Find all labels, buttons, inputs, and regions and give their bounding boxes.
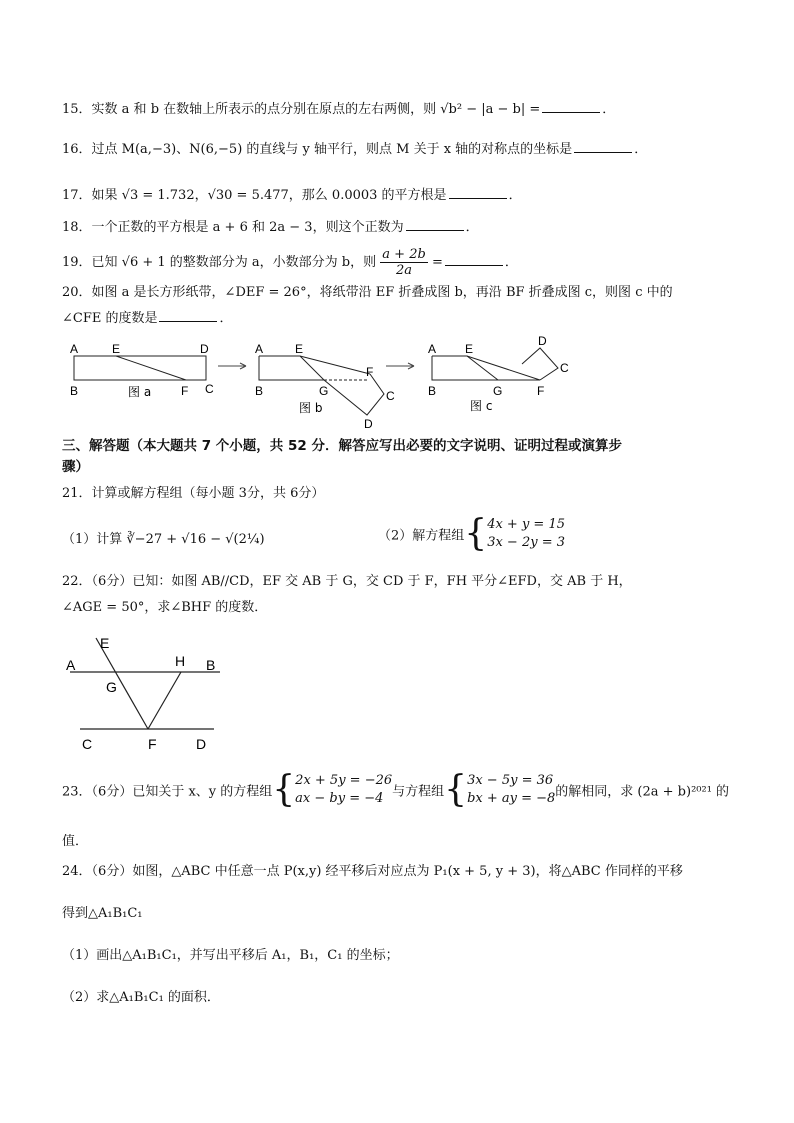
answer-blank	[445, 251, 503, 266]
point-label: D	[364, 417, 373, 431]
point-label: F	[366, 365, 374, 379]
point-label: E	[112, 342, 121, 356]
question-19: 19．已知 √6 + 1 的整数部分为 a，小数部分为 b，则 $\frac{a + 2b}{2a}$ = ．	[62, 247, 518, 278]
question-16-text: 16．过点 M(a,−3)、N(6,−5) 的直线与 y 轴平行，则点 M 关于 x 轴的对称点的坐标是	[62, 142, 573, 157]
answer-blank	[406, 216, 464, 231]
section-header-line2: 骤）	[62, 459, 89, 475]
fraction-numerator: a + 2b	[382, 247, 426, 262]
equation: 4x + y = 15	[487, 517, 565, 532]
line-ef	[96, 638, 148, 729]
question-23-tail: 值．	[62, 834, 89, 849]
question-22-line1	[62, 572, 632, 592]
question-24-part1	[62, 946, 399, 966]
fold-line	[467, 356, 498, 380]
point-label: A	[255, 342, 264, 356]
arrow-b-to-c	[386, 363, 414, 369]
question-22-text: 22．（6分）已知：如图 AB//CD，EF 交 AB 于 G，交 CD 于 F，FH 平分∠EFD，交 AB 于 H，	[62, 574, 632, 589]
question-21-text: 21．计算或解方程组（每小题 3分，共 6分）	[62, 486, 325, 501]
question-24-text: 24．（6分）如图，△ABC 中任意一点 P(x,y) 经平移后对应点为 P₁(x + 5, y + 3)，将△ABC 作同样的平移	[62, 864, 683, 879]
question-24-part2-text: （2）求△A₁B₁C₁ 的面积．	[62, 990, 220, 1005]
equation-system	[295, 772, 392, 808]
point-label: A	[428, 342, 437, 356]
question-17: 17．如果 √3 = 1.732，√30 = 5.477，那么 0.0003 的平方根是 ．	[62, 184, 522, 206]
point-label: B	[206, 657, 216, 673]
strip-top-edge	[259, 356, 370, 374]
point-label: D	[200, 342, 209, 356]
equation: 3x − 5y = 36	[467, 773, 554, 788]
section-header	[62, 436, 752, 478]
question-23-mid: 与方程组	[392, 784, 445, 800]
figure-20a	[70, 342, 214, 399]
point-label: G	[106, 679, 117, 695]
question-15-text: 15．实数 a 和 b 在数轴上所表示的点分别在原点的左右两侧，则 √b² − |a − b| =	[62, 102, 541, 117]
question-24-text2: 得到△A₁B₁C₁	[62, 906, 143, 921]
question-16: 16．过点 M(a,−3)、N(6,−5) 的直线与 y 轴平行，则点 M 关于 x 轴的对称点的坐标是 ．	[62, 138, 647, 160]
question-24-part1-text: （1）画出△A₁B₁C₁，并写出平移后 A₁，B₁，C₁ 的坐标；	[62, 948, 399, 963]
question-23-line1	[62, 769, 730, 810]
equation: ax − by = −4	[295, 791, 384, 806]
question-21-part1-text: （1）计算 ∛−27 + √16 − √(2¼)	[62, 532, 265, 547]
point-label: C	[560, 361, 569, 375]
paper-strip-rect	[74, 356, 206, 380]
line-fh	[148, 672, 181, 729]
strip-bottom	[432, 356, 540, 380]
equation: 2x + 5y = −26	[295, 773, 393, 788]
question-18: 18．一个正数的平方根是 a + 6 和 2a − 3，则这个正数为 ．	[62, 216, 479, 238]
point-label: B	[70, 384, 79, 398]
equation-system	[487, 516, 565, 552]
figure-caption: 图 b	[299, 401, 323, 415]
figure-caption: 图 c	[470, 399, 493, 413]
question-19-text: 19．已知 √6 + 1 的整数部分为 a，小数部分为 b，则	[62, 255, 377, 270]
equals-sign: =	[431, 255, 443, 270]
question-15: 15．实数 a 和 b 在数轴上所表示的点分别在原点的左右两侧，则 √b² − |a − b| = ．	[62, 98, 615, 120]
question-24-part2	[62, 988, 220, 1008]
point-label: A	[66, 657, 76, 673]
question-24-line2	[62, 904, 143, 924]
point-label: C	[82, 736, 93, 752]
equation-system	[467, 772, 555, 808]
question-20-text: 20．如图 a 是长方形纸带，∠DEF = 26°，将纸带沿 EF 折叠成图 b，再沿 BF 折叠成图 c，则图 c 中的	[62, 285, 673, 300]
arrow-a-to-b	[218, 363, 246, 369]
fraction	[380, 247, 428, 278]
answer-blank	[159, 307, 217, 322]
question-22-line2	[62, 598, 267, 618]
question-22-text2: ∠AGE = 50°，求∠BHF 的度数．	[62, 600, 268, 615]
equation: bx + ay = −8	[467, 791, 556, 806]
question-24-line1	[62, 862, 683, 882]
point-label: C	[386, 389, 395, 403]
question-21-title	[62, 484, 324, 504]
answer-blank	[449, 184, 507, 199]
question-20-line1	[62, 283, 673, 303]
fold-line-ef	[116, 356, 186, 380]
point-label: F	[537, 384, 545, 398]
equation: 3x − 2y = 3	[487, 535, 565, 550]
folded-part	[522, 348, 558, 380]
point-label: E	[295, 342, 304, 356]
question-23-line2	[62, 832, 88, 852]
figure-22	[62, 630, 232, 755]
section-header-line1: 三、解答题（本大题共 7 个小题，共 52 分．解答应写出必要的文字说明、证明过程或演算步	[62, 438, 622, 454]
brace: {	[464, 513, 488, 554]
question-21-part2-label: （2）解方程组	[378, 528, 465, 544]
point-label: F	[181, 384, 189, 398]
point-label: D	[538, 334, 547, 348]
question-21-part2	[378, 513, 565, 554]
brace: {	[272, 769, 296, 810]
point-label: E	[465, 342, 474, 356]
brace: {	[444, 769, 468, 810]
figure-caption: 图 a	[128, 385, 152, 399]
question-17-text: 17．如果 √3 = 1.732，√30 = 5.477，那么 0.0003 的平方根是	[62, 188, 447, 203]
point-label: E	[100, 635, 110, 651]
point-label: B	[428, 384, 437, 398]
question-18-text: 18．一个正数的平方根是 a + 6 和 2a − 3，则这个正数为	[62, 220, 404, 235]
figure-20c	[428, 334, 569, 413]
point-label: H	[175, 653, 186, 669]
answer-blank	[542, 98, 600, 113]
point-label: G	[493, 384, 503, 398]
answer-blank	[574, 138, 632, 153]
question-20-line2: ∠CFE 的度数是 ．	[62, 307, 233, 329]
point-label: B	[255, 384, 264, 398]
point-label: C	[205, 382, 214, 396]
point-label: D	[196, 736, 207, 752]
question-20-text2: ∠CFE 的度数是	[62, 311, 158, 326]
point-label: F	[148, 736, 157, 752]
point-label: G	[319, 384, 329, 398]
figure-20b	[255, 342, 395, 431]
question-23-suffix: 的解相同，求 (2a + b)²⁰²¹ 的	[555, 784, 730, 800]
question-23-prefix: 23．（6分）已知关于 x、y 的方程组	[62, 784, 273, 800]
figure-20	[62, 330, 582, 431]
fraction-denominator: 2a	[396, 263, 413, 278]
question-21-part1	[62, 530, 265, 550]
strip-top-edge	[432, 356, 540, 380]
point-label: A	[70, 342, 79, 356]
